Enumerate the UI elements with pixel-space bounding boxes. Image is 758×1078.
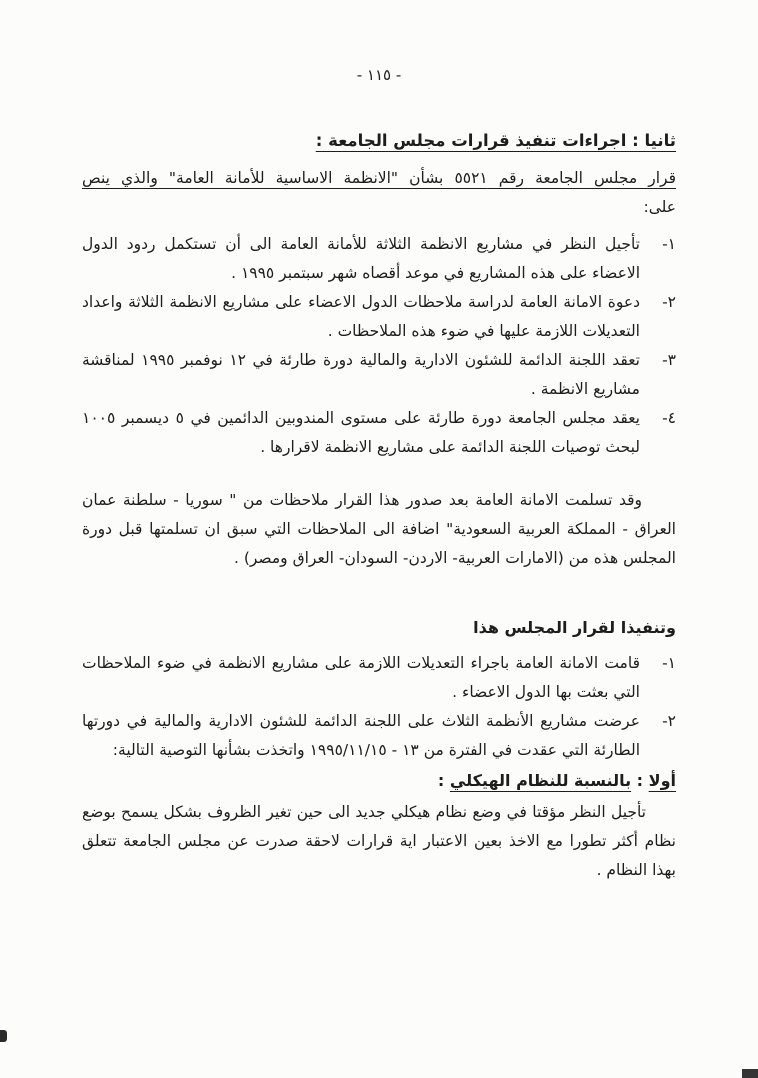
first-recommendation-heading: [82, 767, 676, 794]
item-number: ٣-: [662, 351, 676, 369]
first-recommendation-separator: :: [631, 771, 649, 790]
item-number: ١-: [662, 654, 676, 672]
implementation-items-list: [82, 649, 676, 765]
item-text: قامت الامانة العامة باجراء التعديلات اللازمة على مشاريع الانظمة في ضوء الملاحظات التي بعثت بها الدول الاعضاء .: [82, 654, 640, 701]
page-number: - ١١٥ -: [356, 66, 402, 84]
item-number: ٤-: [662, 409, 676, 427]
item-number: ٢-: [662, 712, 676, 730]
implementation-heading: وتنفيذا لقرار المجلس هذا: [473, 618, 676, 637]
intro-paragraph: [82, 164, 676, 222]
item-text: تأجيل النظر في مشاريع الانظمة الثلاثة للأمانة العامة الى أن تستكمل ردود الدول الاعضاء على هذه المشاريع في موعد أقصاه شهر سبتمبر ١٩٩٥ .: [82, 235, 640, 282]
list-item: [82, 230, 676, 288]
item-text: تعقد اللجنة الدائمة للشئون الادارية والمالية دورة طارئة في ١٢ نوفمبر ١٩٩٥ لمناقشة مشاريع الانظمة .: [82, 351, 640, 398]
scan-artifact-left-edge: [0, 1030, 7, 1042]
first-recommendation-title: بالنسبة للنظام الهيكلي: [449, 771, 632, 790]
scan-artifact-bottom-corner: [742, 1069, 758, 1078]
item-number: ١-: [662, 235, 676, 253]
list-item: [82, 346, 676, 404]
intro-underlined-line: قرار مجلس الجامعة رقم ٥٥٢١ بشأن "الانظمة الاساسية للأمانة العامة" والذي ينص: [82, 169, 677, 187]
item-number: ٢-: [662, 293, 676, 311]
item-text: يعقد مجلس الجامعة دورة طارئة على مستوى المندوبين الدائمين في ٥ ديسمبر ١٠٠٥ لبحث توصيات اللجنة الدائمة على مشاريع الانظمة لاقرارها .: [82, 409, 640, 456]
list-item: [82, 288, 676, 346]
first-recommendation-label: أولا: [648, 771, 676, 790]
list-item: [82, 707, 676, 765]
received-remarks-paragraph: وقد تسلمت الامانة العامة بعد صدور هذا القرار ملاحظات من " سوريا - سلطنة عمان العراق - المملكة العربية السعودية" اضافة الى الملاحظات التي سبق ان تسلمتها قبل دورة المجلس هذه من (الامارات العربية- الاردن- السودان- العراق ومصر) .: [82, 491, 676, 567]
first-recommendation-paragraph: تأجيل النظر مؤقتا في وضع نظام هيكلي جديد الى حين تغير الظروف بشكل يسمح بوضع نظام أكثر تطورا مع الاخذ بعين الاعتبار اية قرارات لاحقة صدرت عن مجلس الجامعة تتعلق بهذا النظام .: [82, 803, 676, 879]
resolution-items-list: [82, 230, 676, 462]
section-heading-second: [82, 128, 676, 154]
section-heading-second-text: ثانيا : اجراءات تنفيذ قرارات مجلس الجامعة :: [315, 131, 676, 150]
item-text: عرضت مشاريع الأنظمة الثلاث على اللجنة الدائمة للشئون الادارية والمالية في دورتها الطارئة التي عقدت في الفترة من ١٣ - ١٩٩٥/١١/١٥ واتخذت بشأنها التوصية التالية:: [82, 712, 640, 759]
list-item: [82, 649, 676, 707]
first-recommendation-colon: :: [437, 771, 450, 790]
list-item: [82, 404, 676, 462]
item-text: دعوة الامانة العامة لدراسة ملاحظات الدول الاعضاء على مشاريع الانظمة الثلاثة واعداد التعديلات اللازمة عليها في ضوء هذه الملاحظات .: [82, 293, 640, 340]
intro-tail: على:: [643, 198, 676, 216]
